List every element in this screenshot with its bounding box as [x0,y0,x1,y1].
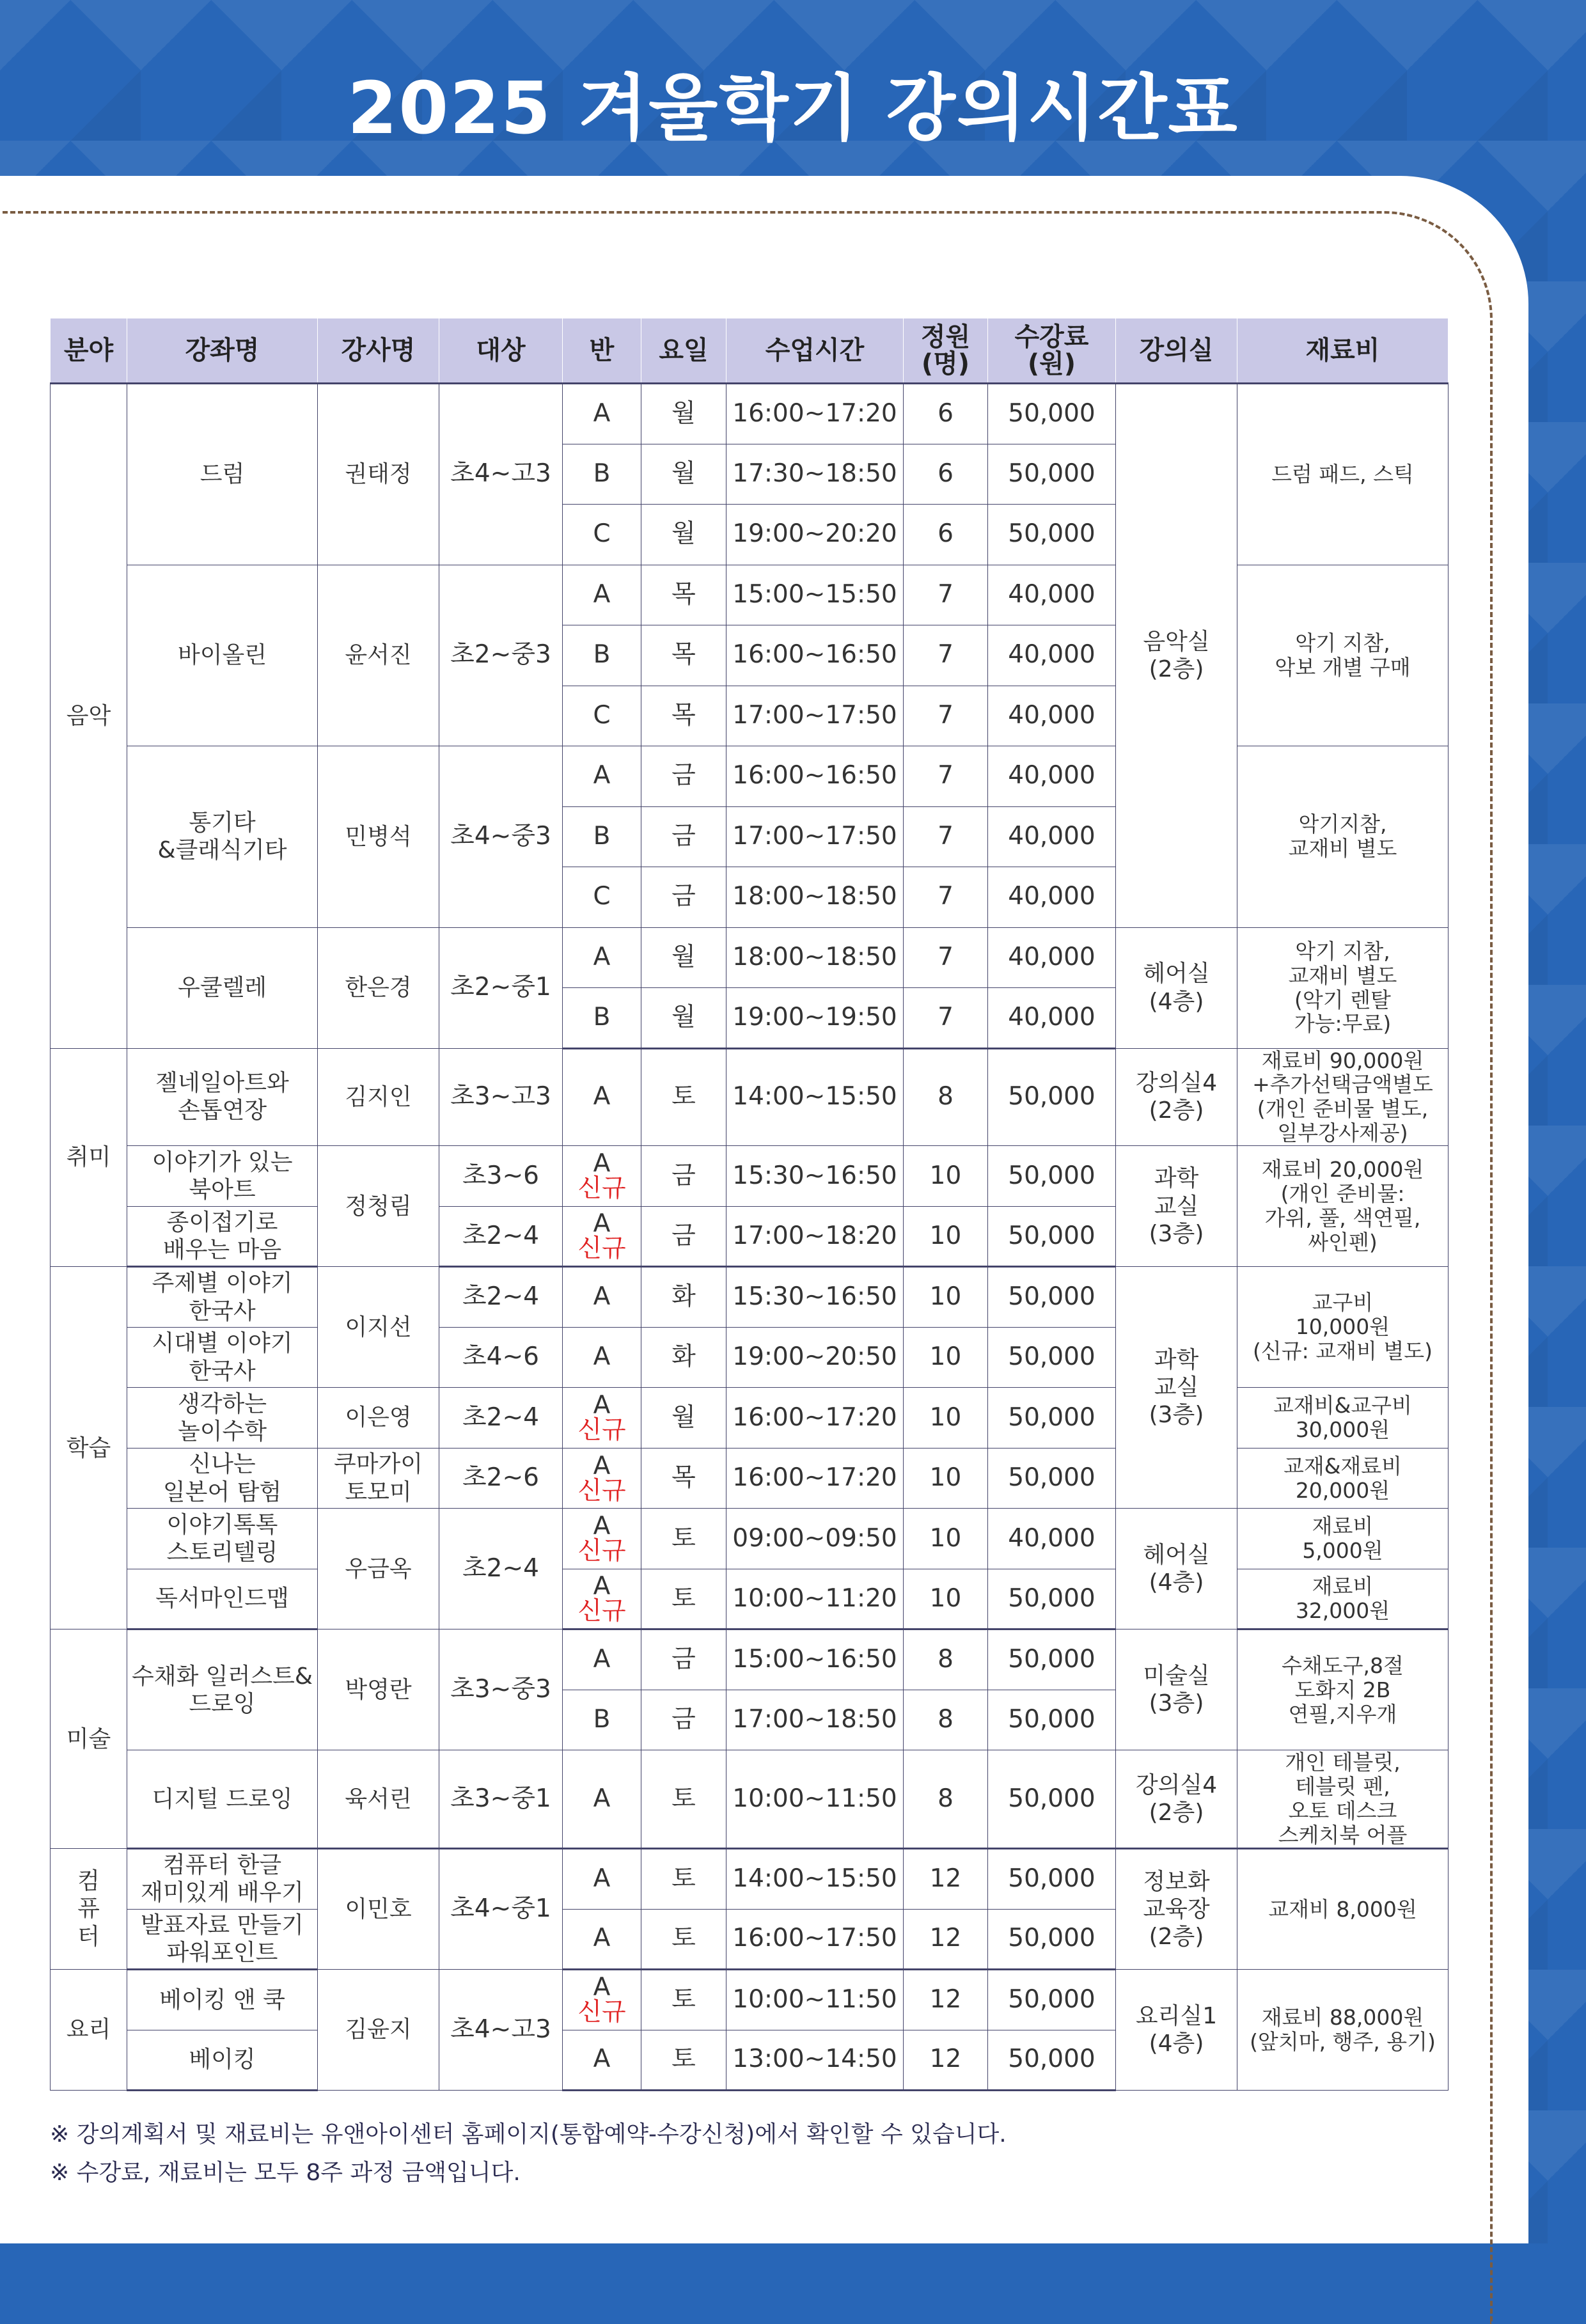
new-badge: 신규 [577,1537,626,1566]
footnotes [50,2116,1007,2192]
time-cell: 19:00~20:50 [726,1327,904,1388]
time-cell: 15:30~16:50 [726,1267,904,1328]
class-label: B [593,459,611,488]
material-cell: 재료비 90,000원 +추가선택금액별도 (개인 준비물 별도, 일부강사제공) [1237,1048,1449,1146]
instructor-cell: 김지인 [318,1048,439,1146]
class-cell [563,1048,641,1146]
time-cell: 10:00~11:50 [726,1970,904,2030]
day-cell: 토 [641,2030,726,2091]
table-row [51,1750,1449,1849]
material-cell: 교재&재료비 20,000원 [1237,1448,1449,1509]
category-cell: 취미 [51,1048,127,1267]
course-name-cell: 베이킹 [127,2030,318,2091]
class-cell [563,746,641,807]
course-name-cell: 주제별 이야기 한국사 [127,1267,318,1328]
room-cell: 미술실 (3층) [1116,1629,1237,1750]
material-cell: 재료비 5,000원 [1237,1509,1449,1569]
fee-cell: 50,000 [988,1849,1116,1910]
course-name-cell: 컴퓨터 한글 재미있게 배우기 [127,1849,318,1910]
class-label: A [593,1342,611,1372]
day-cell: 토 [641,1048,726,1146]
material-cell: 재료비 88,000원 (앞치마, 행주, 용기) [1237,1970,1449,2091]
new-badge: 신규 [577,1476,626,1505]
class-label: A [593,1784,611,1813]
fee-cell: 50,000 [988,1970,1116,2030]
time-cell: 13:00~14:50 [726,2030,904,2091]
class-label: A [593,1082,611,1111]
day-cell: 금 [641,746,726,807]
class-label: A [593,1149,611,1178]
material-cell: 재료비 20,000원 (개인 준비물: 가위, 풀, 색연필, 싸인펜) [1237,1146,1449,1267]
day-cell: 금 [641,1690,726,1750]
header-cell: 정원 (명) [904,318,988,384]
fee-cell: 50,000 [988,1327,1116,1388]
room-cell: 음악실 (2층) [1116,384,1237,928]
table-row [51,1448,1449,1509]
table-row [51,1388,1449,1449]
day-cell: 토 [641,1569,726,1629]
target-cell: 초4~중1 [439,1849,563,1970]
category-cell: 미술 [51,1629,127,1849]
time-cell: 17:30~18:50 [726,444,904,505]
table-row [51,927,1449,988]
course-name-cell: 통기타 &클래식기타 [127,746,318,928]
class-cell [563,686,641,746]
time-cell: 10:00~11:50 [726,1750,904,1849]
class-cell [563,1750,641,1849]
time-cell: 10:00~11:20 [726,1569,904,1629]
fee-cell: 40,000 [988,988,1116,1049]
time-cell: 19:00~19:50 [726,988,904,1049]
capacity-cell: 10 [904,1327,988,1388]
fee-cell: 50,000 [988,1629,1116,1690]
page-title: 2025 겨울학기 강의시간표 [347,67,1239,150]
fee-cell: 50,000 [988,1146,1116,1207]
class-cell [563,988,641,1049]
material-cell: 교재비 8,000원 [1237,1849,1449,1970]
table-row [51,565,1449,625]
time-cell: 09:00~09:50 [726,1509,904,1569]
capacity-cell: 7 [904,988,988,1049]
fee-cell: 50,000 [988,1909,1116,1970]
class-cell [563,927,641,988]
capacity-cell: 6 [904,444,988,505]
instructor-cell: 이은영 [318,1388,439,1449]
fee-cell: 40,000 [988,867,1116,928]
time-cell: 16:00~17:20 [726,1448,904,1509]
category-cell: 학습 [51,1267,127,1629]
room-cell: 헤어실 (4층) [1116,927,1237,1048]
time-cell: 17:00~18:50 [726,1690,904,1750]
class-label: C [593,882,611,911]
capacity-cell: 10 [904,1206,988,1267]
day-cell: 토 [641,1750,726,1849]
instructor-cell: 김윤지 [318,1970,439,2091]
timetable [50,318,1449,2091]
course-name-cell: 수채화 일러스트& 드로잉 [127,1629,318,1750]
target-cell: 초4~고3 [439,384,563,565]
day-cell: 월 [641,988,726,1049]
table-row [51,384,1449,444]
class-cell [563,1970,641,2030]
instructor-cell: 한은경 [318,927,439,1048]
day-cell: 금 [641,1146,726,1207]
target-cell: 초2~4 [439,1267,563,1328]
fee-cell: 40,000 [988,625,1116,686]
time-cell: 15:00~15:50 [726,565,904,625]
class-label: A [593,1645,611,1674]
time-cell: 14:00~15:50 [726,1048,904,1146]
class-cell [563,1629,641,1690]
class-cell [563,444,641,505]
day-cell: 월 [641,1388,726,1449]
new-badge: 신규 [577,1998,626,2027]
header-cell: 재료비 [1237,318,1449,384]
fee-cell: 50,000 [988,1750,1116,1849]
time-cell: 17:00~18:20 [726,1206,904,1267]
day-cell: 월 [641,384,726,444]
course-name-cell: 디지털 드로잉 [127,1750,318,1849]
room-cell: 강의실4 (2층) [1116,1750,1237,1849]
fee-cell: 50,000 [988,2030,1116,2091]
material-cell: 개인 테블릿, 테블릿 펜, 오토 데스크 스케치북 어플 [1237,1750,1449,1849]
fee-cell: 50,000 [988,1267,1116,1328]
new-badge: 신규 [577,1234,626,1263]
time-cell: 18:00~18:50 [726,927,904,988]
time-cell: 18:00~18:50 [726,867,904,928]
class-cell [563,384,641,444]
day-cell: 금 [641,867,726,928]
class-label: A [593,1282,611,1312]
class-label: A [593,1924,611,1953]
course-name-cell: 드럼 [127,384,318,565]
class-cell [563,505,641,565]
fee-cell: 40,000 [988,565,1116,625]
capacity-cell: 6 [904,505,988,565]
day-cell: 월 [641,505,726,565]
target-cell: 초2~4 [439,1388,563,1449]
material-cell: 드럼 패드, 스틱 [1237,384,1449,565]
header-cell: 요일 [641,318,726,384]
capacity-cell: 10 [904,1509,988,1569]
material-cell: 교구비 10,000원 (신규: 교재비 별도) [1237,1267,1449,1388]
fee-cell: 50,000 [988,444,1116,505]
instructor-cell: 이지선 [318,1267,439,1388]
course-name-cell: 젤네일아트와 손톱연장 [127,1048,318,1146]
day-cell: 금 [641,1629,726,1690]
table-row [51,1509,1449,1569]
target-cell: 초4~고3 [439,1970,563,2091]
capacity-cell: 12 [904,2030,988,2091]
class-label: B [593,821,611,851]
target-cell: 초2~4 [439,1509,563,1629]
target-cell: 초3~중3 [439,1629,563,1750]
room-cell: 과학 교실 (3층) [1116,1267,1237,1509]
time-cell: 14:00~15:50 [726,1849,904,1910]
capacity-cell: 7 [904,565,988,625]
day-cell: 화 [641,1267,726,1328]
class-label: A [593,2045,611,2074]
fee-cell: 40,000 [988,686,1116,746]
class-label: A [593,1512,611,1541]
header-cell: 강좌명 [127,318,318,384]
header-cell: 강의실 [1116,318,1237,384]
class-cell [563,1690,641,1750]
instructor-cell: 박영란 [318,1629,439,1750]
table-row [51,1569,1449,1629]
fee-cell: 40,000 [988,746,1116,807]
class-label: B [593,1002,611,1032]
target-cell: 초2~4 [439,1206,563,1267]
new-badge: 신규 [577,1174,626,1203]
fee-cell: 50,000 [988,1569,1116,1629]
time-cell: 15:30~16:50 [726,1146,904,1207]
class-cell [563,1509,641,1569]
room-cell: 헤어실 (4층) [1116,1509,1237,1629]
table-row [51,1629,1449,1690]
instructor-cell: 이민호 [318,1849,439,1970]
class-cell [563,1388,641,1449]
target-cell: 초2~중1 [439,927,563,1048]
instructor-cell: 권태정 [318,384,439,565]
time-cell: 15:00~16:50 [726,1629,904,1690]
new-badge: 신규 [577,1416,626,1445]
capacity-cell: 10 [904,1569,988,1629]
class-label: B [593,640,611,670]
class-cell [563,2030,641,2091]
time-cell: 17:00~17:50 [726,686,904,746]
new-badge: 신규 [577,1597,626,1626]
course-name-cell: 바이올린 [127,565,318,746]
course-name-cell: 종이접기로 배우는 마음 [127,1206,318,1267]
content-panel [0,176,1528,2243]
header-cell: 수강료 (원) [988,318,1116,384]
class-label: A [593,579,611,609]
fee-cell: 50,000 [988,1206,1116,1267]
day-cell: 금 [641,1206,726,1267]
table-row [51,1970,1449,2030]
target-cell: 초4~중3 [439,746,563,928]
class-label: B [593,1705,611,1734]
class-cell [563,1146,641,1207]
capacity-cell: 12 [904,1909,988,1970]
day-cell: 토 [641,1909,726,1970]
target-cell: 초3~6 [439,1146,563,1207]
fee-cell: 40,000 [988,927,1116,988]
capacity-cell: 6 [904,384,988,444]
day-cell: 목 [641,686,726,746]
instructor-cell: 민병석 [318,746,439,928]
material-cell: 교재비&교구비 30,000원 [1237,1388,1449,1449]
time-cell: 16:00~17:50 [726,1909,904,1970]
class-label: C [593,519,611,549]
day-cell: 목 [641,625,726,686]
day-cell: 목 [641,1448,726,1509]
header-cell: 반 [563,318,641,384]
day-cell: 목 [641,565,726,625]
course-name-cell: 신나는 일본어 탐험 [127,1448,318,1509]
class-cell [563,806,641,867]
fee-cell: 50,000 [988,1048,1116,1146]
time-cell: 16:00~16:50 [726,625,904,686]
material-cell: 악기지참, 교재비 별도 [1237,746,1449,928]
category-cell: 컴 퓨 터 [51,1849,127,1970]
instructor-cell: 정청림 [318,1146,439,1267]
course-name-cell: 우쿨렐레 [127,927,318,1048]
fee-cell: 40,000 [988,806,1116,867]
time-cell: 16:00~16:50 [726,746,904,807]
capacity-cell: 8 [904,1690,988,1750]
fee-cell: 50,000 [988,1388,1116,1449]
capacity-cell: 8 [904,1750,988,1849]
table-row [51,746,1449,807]
time-cell: 16:00~17:20 [726,384,904,444]
material-cell: 수채도구,8절 도화지 2B 연필,지우개 [1237,1629,1449,1750]
material-cell: 악기 지참, 교재비 별도 (악기 렌탈 가능:무료) [1237,927,1449,1048]
class-cell [563,625,641,686]
target-cell: 초4~6 [439,1327,563,1388]
course-name-cell: 생각하는 놀이수학 [127,1388,318,1449]
capacity-cell: 10 [904,1267,988,1328]
course-name-cell: 베이킹 앤 쿡 [127,1970,318,2030]
category-cell: 음악 [51,384,127,1049]
day-cell: 토 [641,1970,726,2030]
instructor-cell: 쿠마가이 토모미 [318,1448,439,1509]
time-cell: 19:00~20:20 [726,505,904,565]
table-row [51,1146,1449,1207]
material-cell: 재료비 32,000원 [1237,1569,1449,1629]
capacity-cell: 7 [904,746,988,807]
target-cell: 초3~중1 [439,1750,563,1849]
course-name-cell: 이야기톡톡 스토리텔링 [127,1509,318,1569]
class-cell [563,867,641,928]
capacity-cell: 12 [904,1849,988,1910]
class-cell [563,1569,641,1629]
fee-cell: 50,000 [988,384,1116,444]
class-label: A [593,1209,611,1238]
header-row [51,318,1449,384]
fee-cell: 50,000 [988,505,1116,565]
footnote: ※ 강의계획서 및 재료비는 유앤아이센터 홈페이지(통합예약-수강신청)에서 확인할 수 있습니다. [50,2121,1007,2147]
instructor-cell: 우금옥 [318,1509,439,1629]
class-label: A [593,398,611,428]
day-cell: 화 [641,1327,726,1388]
class-cell [563,1327,641,1388]
capacity-cell: 8 [904,1048,988,1146]
day-cell: 토 [641,1509,726,1569]
fee-cell: 50,000 [988,1690,1116,1750]
class-label: C [593,700,611,730]
instructor-cell: 윤서진 [318,565,439,746]
category-cell: 요리 [51,1970,127,2091]
table-row [51,1267,1449,1328]
time-cell: 16:00~17:20 [726,1388,904,1449]
header-cell: 분야 [51,318,127,384]
class-label: A [593,1864,611,1893]
class-cell [563,1206,641,1267]
course-name-cell: 독서마인드맵 [127,1569,318,1629]
capacity-cell: 7 [904,686,988,746]
header-cell: 수업시간 [726,318,904,384]
fee-cell: 50,000 [988,1448,1116,1509]
class-label: A [593,942,611,971]
day-cell: 월 [641,927,726,988]
capacity-cell: 7 [904,867,988,928]
capacity-cell: 10 [904,1146,988,1207]
room-cell: 요리실1 (4층) [1116,1970,1237,2091]
class-cell [563,1909,641,1970]
footnote: ※ 수강료, 재료비는 모두 8주 과정 금액입니다. [50,2160,521,2186]
class-label: A [593,1973,611,2002]
material-cell: 악기 지참, 악보 개별 구매 [1237,565,1449,746]
header-cell: 대상 [439,318,563,384]
table-row [51,1048,1449,1146]
day-cell: 금 [641,806,726,867]
time-cell: 17:00~17:50 [726,806,904,867]
instructor-cell: 육서린 [318,1750,439,1849]
table-row [51,1849,1449,1910]
fee-cell: 40,000 [988,1509,1116,1569]
course-name-cell: 시대별 이야기 한국사 [127,1327,318,1388]
class-label: A [593,1391,611,1420]
capacity-cell: 8 [904,1629,988,1690]
capacity-cell: 10 [904,1448,988,1509]
capacity-cell: 7 [904,806,988,867]
class-cell [563,565,641,625]
target-cell: 초2~중3 [439,565,563,746]
capacity-cell: 7 [904,625,988,686]
room-cell: 과학 교실 (3층) [1116,1146,1237,1267]
day-cell: 월 [641,444,726,505]
class-cell [563,1849,641,1910]
class-label: A [593,761,611,790]
capacity-cell: 10 [904,1388,988,1449]
header-cell: 강사명 [318,318,439,384]
class-cell [563,1267,641,1328]
class-label: A [593,1451,611,1480]
course-name-cell: 이야기가 있는 북아트 [127,1146,318,1207]
class-cell [563,1448,641,1509]
capacity-cell: 7 [904,927,988,988]
target-cell: 초3~고3 [439,1048,563,1146]
capacity-cell: 12 [904,1970,988,2030]
target-cell: 초2~6 [439,1448,563,1509]
room-cell: 정보화 교육장 (2층) [1116,1849,1237,1970]
day-cell: 토 [641,1849,726,1910]
class-label: A [593,1572,611,1601]
room-cell: 강의실4 (2층) [1116,1048,1237,1146]
course-name-cell: 발표자료 만들기 파워포인트 [127,1909,318,1970]
